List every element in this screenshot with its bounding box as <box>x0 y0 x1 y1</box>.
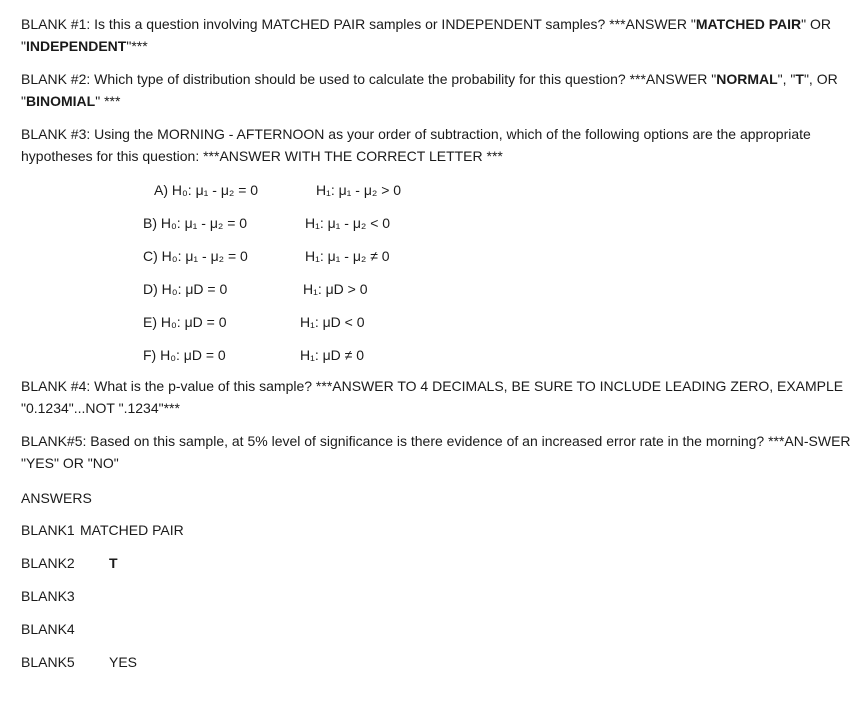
option-b-h0: B) H₀: μ₁ - μ₂ = 0 <box>143 215 248 231</box>
blank-5-question: BLANK#5: Based on this sample, at 5% level of significance is there evidence of an increased error rate in the morning? ***AN-SWER "YES" OR "NO" <box>21 433 851 471</box>
blank-1-text-a: BLANK #1: Is this a question involving MATCHED PAIR samples or INDEPENDENT samples? ***ANSWER " <box>21 16 696 32</box>
answer-label-blank4: BLANK4 <box>21 621 75 637</box>
answer-value-blank5: YES <box>109 654 138 670</box>
answer-value-blank1: MATCHED PAIR <box>80 522 184 538</box>
option-c-h1: H₁: μ₁ - μ₂ ≠ 0 <box>305 248 390 264</box>
blank-2-bold-binomial: BINOMIAL <box>25 93 96 109</box>
answer-row-blank3 <box>21 586 421 606</box>
blank-2-text-a: BLANK #2: Which type of distribution should be used to calculate the probability for this question? ***ANSWER " <box>21 71 717 87</box>
blank-1-question <box>21 13 851 57</box>
answer-label-blank3: BLANK3 <box>21 588 75 604</box>
option-b-h1: H₁: μ₁ - μ₂ < 0 <box>305 215 391 231</box>
blank-2-question <box>21 68 851 112</box>
option-a-h0: A) H₀: μ₁ - μ₂ = 0 <box>154 182 259 198</box>
blank-1-bold-matched-pair: MATCHED PAIR <box>695 16 802 32</box>
option-f-h0: F) H₀: μD = 0 <box>143 347 226 363</box>
answer-row-blank1 <box>21 520 421 540</box>
answer-label-blank5: BLANK5 <box>21 654 75 670</box>
answers-heading: ANSWERS <box>21 490 92 506</box>
option-c-h0: C) H₀: μ₁ - μ₂ = 0 <box>143 248 248 264</box>
blank-1-bold-independent: INDEPENDENT <box>25 38 127 54</box>
answer-row-blank4 <box>21 619 421 639</box>
answer-label-blank1: BLANK1 <box>21 522 75 538</box>
blank-2-bold-normal: NORMAL <box>716 71 778 87</box>
option-e-h1: H₁: μD < 0 <box>300 314 365 330</box>
option-d-h1: H₁: μD > 0 <box>303 281 368 297</box>
blank-2-text-b: ", " <box>777 71 796 87</box>
blank-2-bold-t: T <box>795 71 804 87</box>
blank-2-text-c: ", OR " <box>21 71 838 109</box>
option-f-h1: H₁: μD ≠ 0 <box>300 347 365 363</box>
blank-4-question: BLANK #4: What is the p-value of this sample? ***ANSWER TO 4 DECIMALS, BE SURE TO INCLUDE LEADING ZERO, EXAMPLE "0.1234"...NOT ".1234"*** <box>21 378 844 416</box>
answer-label-blank2: BLANK2 <box>21 555 75 571</box>
blank-1-text-b: " OR " <box>21 16 831 54</box>
answer-row-blank2 <box>21 553 421 573</box>
option-d-h0: D) H₀: μD = 0 <box>143 281 228 297</box>
blank-3-question: BLANK #3: Using the MORNING - AFTERNOON as your order of subtraction, which of the following options are the appropriate hypotheses for this question: ***ANSWER WITH THE CORRECT LETTER *** <box>21 126 811 164</box>
blank-1-text-c: "*** <box>126 38 148 54</box>
answer-row-blank5 <box>21 652 421 672</box>
answer-value-blank2: T <box>109 555 118 571</box>
option-e-h0: E) H₀: μD = 0 <box>143 314 227 330</box>
blank-2-text-d: " *** <box>95 93 121 109</box>
option-a-h1: H₁: μ₁ - μ₂ > 0 <box>316 182 402 198</box>
